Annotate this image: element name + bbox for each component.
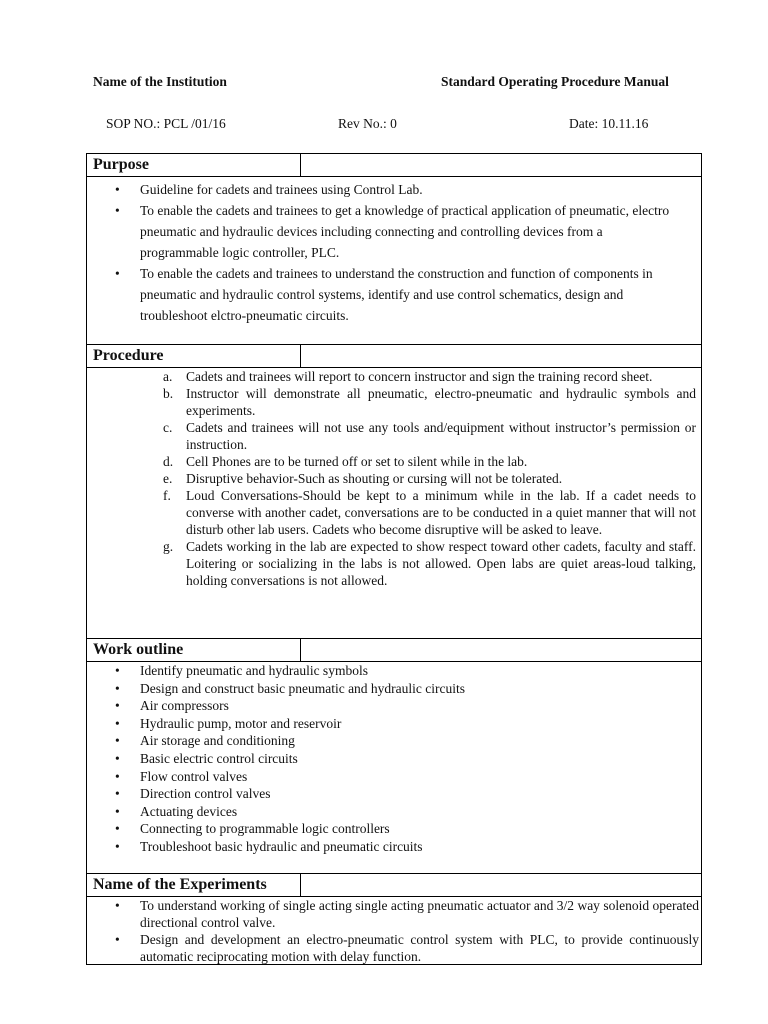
item-text: Cadets working in the lab are expected to show respect toward other cadets, faculty and staff. Loitering or socializing in the labs is not allowed. Open labs are quiet areas-loud talking, holding conversations is not allowed.	[186, 539, 696, 588]
experiments-body	[87, 897, 701, 965]
manual-title: Standard Operating Procedure Manual	[441, 74, 669, 89]
list-item	[87, 470, 701, 487]
item-label: c.	[163, 420, 173, 435]
experiments-list	[87, 897, 701, 965]
purpose-list	[87, 179, 701, 326]
item-text: Cadets and trainees will report to concern instructor and sign the training record sheet.	[186, 369, 653, 384]
list-item: • Air storage and conditioning	[87, 732, 701, 750]
purpose-header	[87, 154, 701, 177]
experiments-section	[86, 873, 702, 965]
list-item: • Air compressors	[87, 697, 701, 715]
list-item: • Basic electric control circuits	[87, 750, 701, 768]
list-item	[87, 538, 701, 589]
revision-number: Rev No.: 0	[338, 116, 397, 131]
item-text: Loud Conversations-Should be kept to a minimum while in the lab. If a cadet needs to converse with another cadet, conversations are to be conducted in a quiet manner that will not disturb other lab users. Cadets who become disruptive will be asked to leave.	[186, 488, 696, 537]
list-item: • To enable the cadets and trainees to get a knowledge of practical application of pneumatic, electro pneumatic and hydraulic devices including connecting and controlling devices from a programmable logic controller, PLC.	[87, 200, 681, 263]
list-item	[87, 385, 701, 419]
list-item	[87, 419, 701, 453]
purpose-section	[86, 153, 702, 345]
list-item: • Identify pneumatic and hydraulic symbols	[87, 662, 701, 680]
work-outline-list	[87, 662, 701, 856]
list-item	[87, 368, 701, 385]
item-label: e.	[163, 471, 173, 486]
list-item: • Guideline for cadets and trainees using Control Lab.	[87, 179, 681, 200]
work-outline-section	[86, 638, 702, 874]
item-label: d.	[163, 454, 174, 469]
purpose-title: Purpose	[87, 154, 301, 176]
item-label: a.	[163, 369, 173, 384]
item-label: b.	[163, 386, 174, 401]
list-item: • Troubleshoot basic hydraulic and pneumatic circuits	[87, 838, 701, 856]
list-item	[87, 453, 701, 470]
list-item: • Direction control valves	[87, 785, 701, 803]
list-item: • Design and construct basic pneumatic and hydraulic circuits	[87, 680, 701, 698]
experiments-header	[87, 874, 701, 897]
work-outline-body	[87, 662, 701, 856]
work-outline-title: Work outline	[87, 639, 301, 661]
list-item: • Actuating devices	[87, 803, 701, 821]
document-date: Date: 10.11.16	[569, 116, 649, 131]
item-text: Cell Phones are to be turned off or set to silent while in the lab.	[186, 454, 528, 469]
procedure-body	[87, 368, 701, 589]
list-item: • To enable the cadets and trainees to understand the construction and function of components in pneumatic and hydraulic control systems, identify and use control schematics, design and troubleshoot elctro-pneumatic circuits.	[87, 263, 681, 326]
procedure-list	[87, 368, 701, 589]
purpose-body	[87, 177, 701, 326]
list-item: • Hydraulic pump, motor and reservoir	[87, 715, 701, 733]
procedure-title: Procedure	[87, 345, 301, 367]
list-item: • Design and development an electro-pneumatic control system with PLC, to provide continuously automatic reciprocating motion with delay function.	[87, 931, 699, 965]
list-item: • Connecting to programmable logic controllers	[87, 820, 701, 838]
procedure-header	[87, 345, 701, 368]
institution-name: Name of the Institution	[93, 74, 227, 89]
sop-number: SOP NO.: PCL /01/16	[106, 116, 226, 131]
item-label: g.	[163, 539, 174, 554]
list-item	[87, 487, 701, 538]
item-text: Cadets and trainees will not use any tools and/equipment without instructor’s permission or instruction.	[186, 420, 696, 452]
list-item: • Flow control valves	[87, 768, 701, 786]
item-text: Disruptive behavior-Such as shouting or cursing will not be tolerated.	[186, 471, 563, 486]
experiments-title: Name of the Experiments	[87, 874, 301, 896]
work-outline-header	[87, 639, 701, 662]
procedure-section	[86, 344, 702, 639]
item-text: Instructor will demonstrate all pneumatic, electro-pneumatic and hydraulic symbols and experiments.	[186, 386, 696, 418]
item-label: f.	[163, 488, 171, 503]
list-item: • To understand working of single acting single acting pneumatic actuator and 3/2 way solenoid operated directional control valve.	[87, 897, 699, 931]
